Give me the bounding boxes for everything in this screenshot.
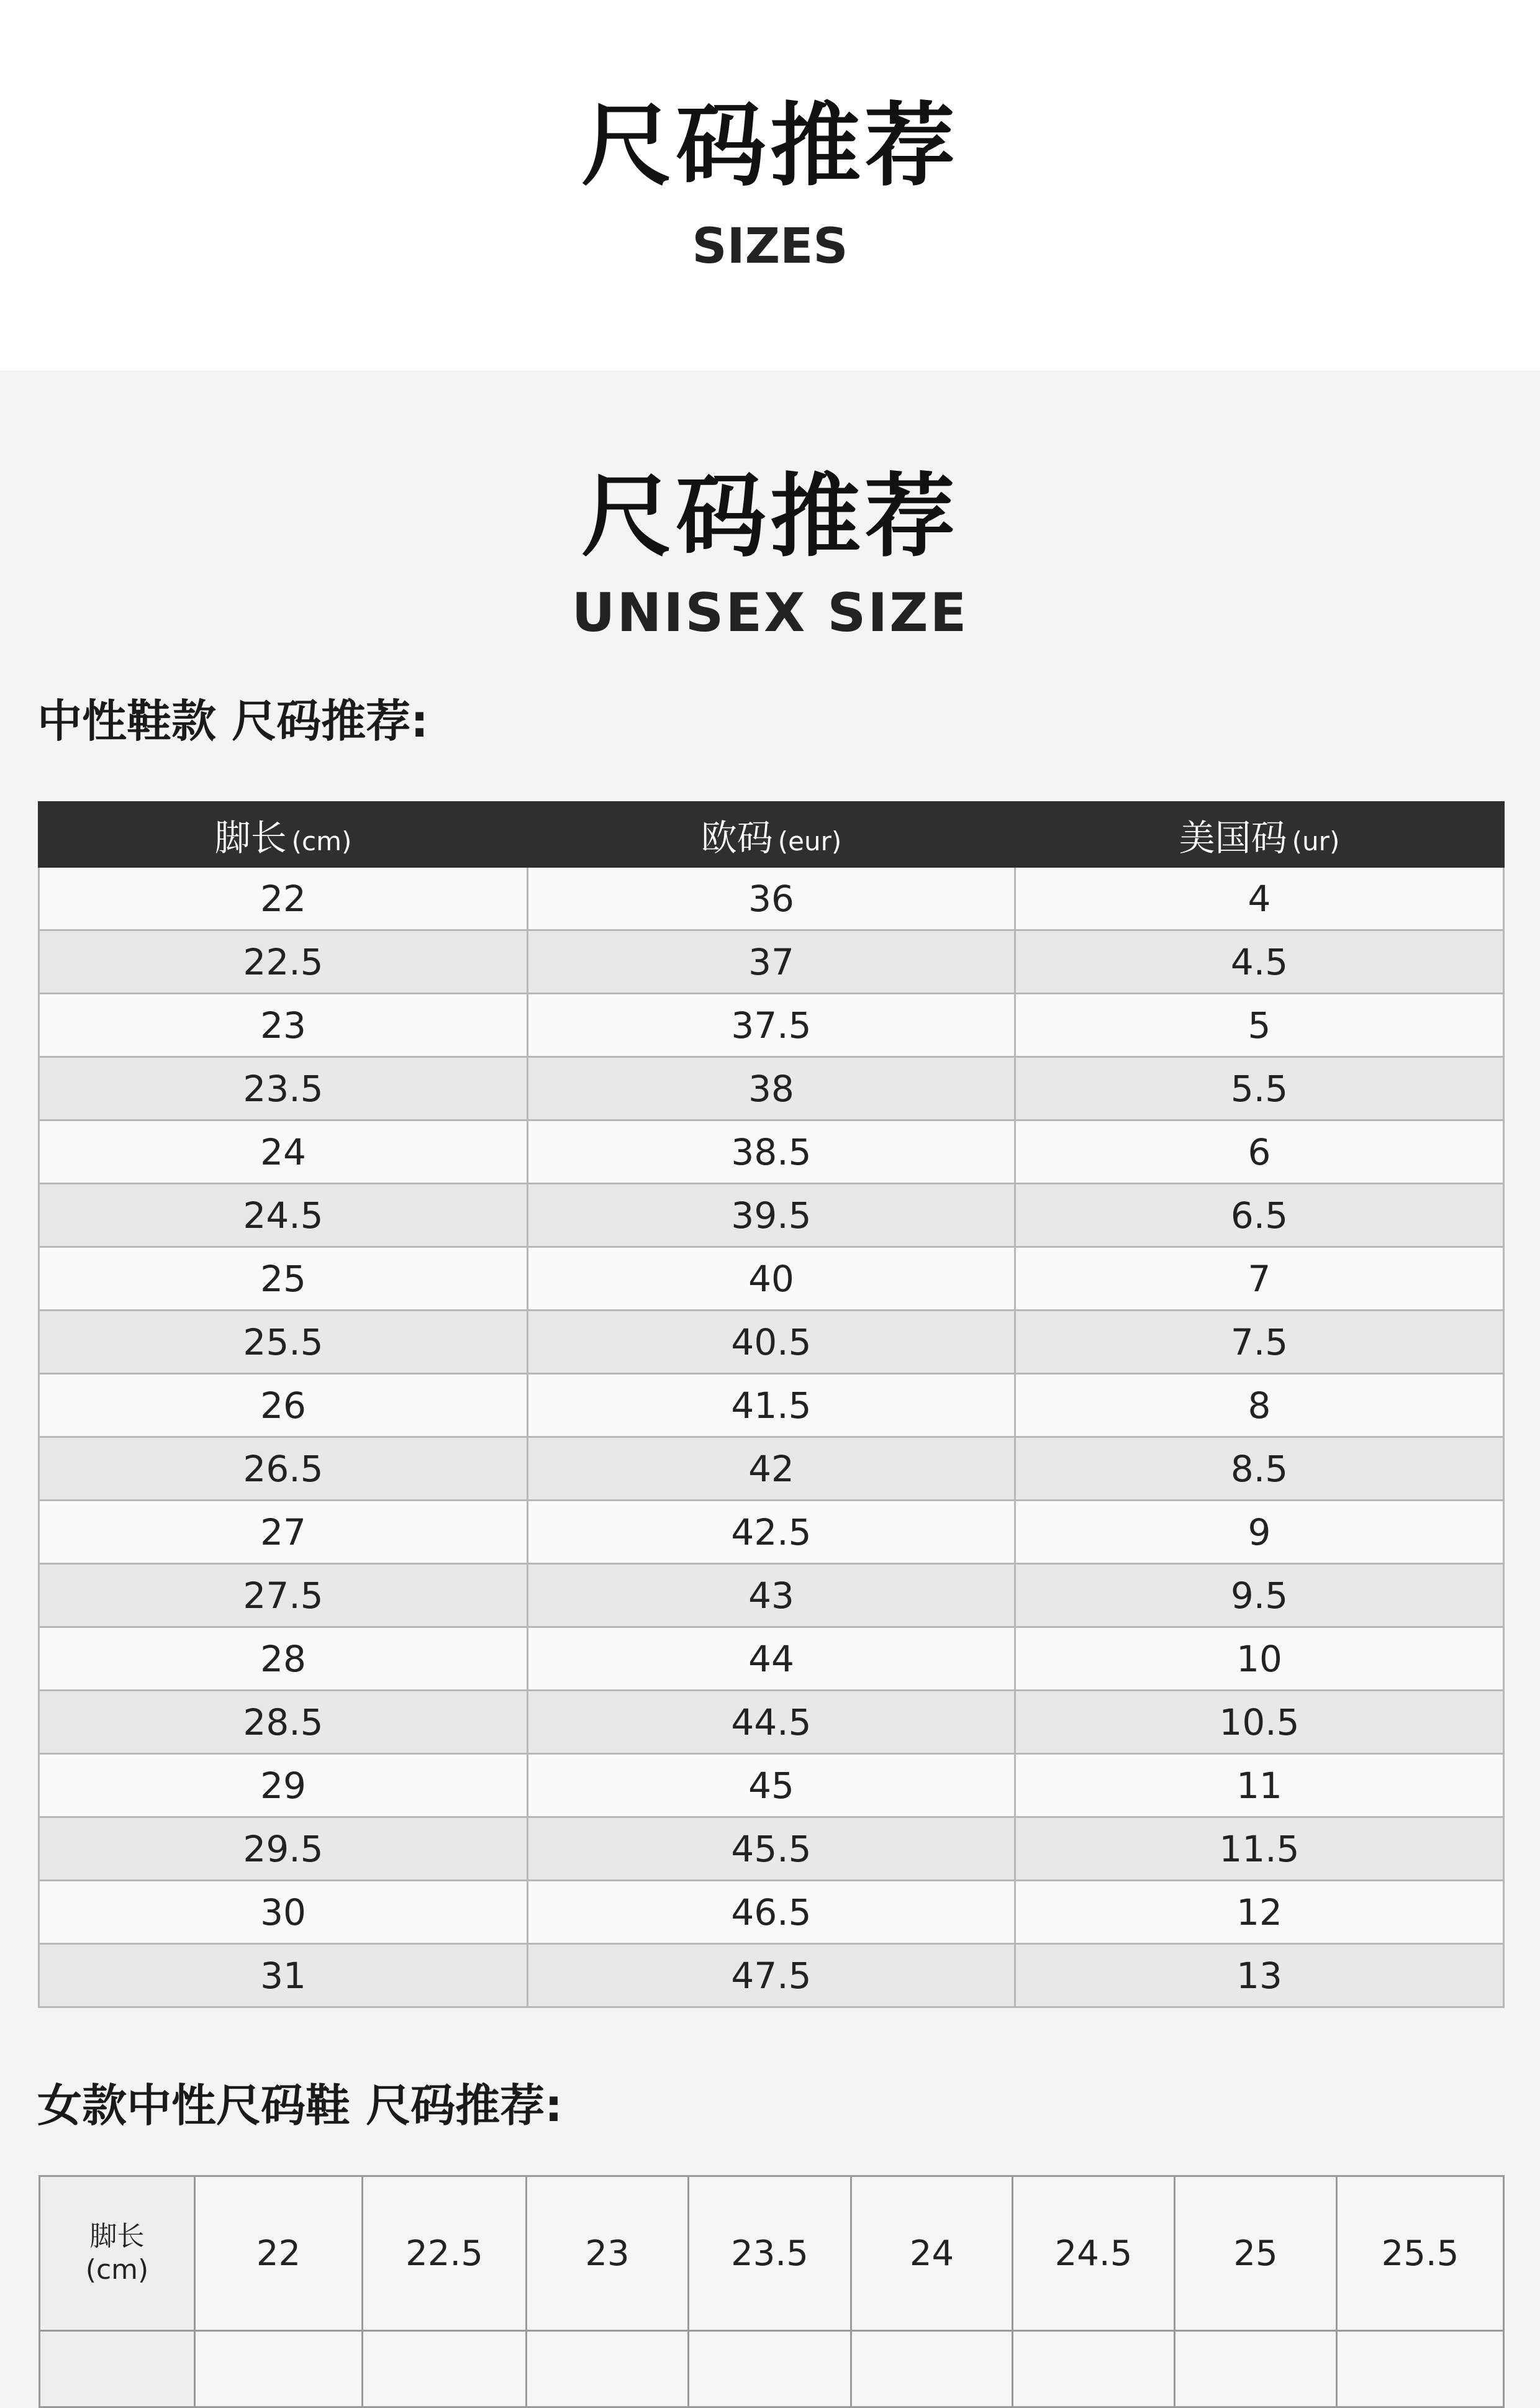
table-row	[39, 1817, 1504, 1881]
table-row	[39, 1184, 1504, 1247]
table-cell: 40.5	[528, 1311, 1015, 1374]
table-cell: 25.5	[39, 1311, 528, 1374]
table-cell: 31	[39, 1944, 528, 2007]
table-cell: 44	[528, 1627, 1015, 1691]
table-cell: 42	[528, 1437, 1015, 1501]
table-cell: 23.5	[39, 1057, 528, 1120]
table-cell: 24	[39, 1120, 528, 1184]
table-cell: 7.5	[1015, 1311, 1504, 1374]
table-cell: 30	[39, 1881, 528, 1944]
table-row	[39, 1691, 1504, 1754]
table-cell: 4	[1015, 867, 1504, 930]
table-cell: 37.5	[528, 994, 1015, 1057]
table-cell: 10	[1015, 1627, 1504, 1691]
table-cell	[1013, 2331, 1175, 2407]
table-cell: 8.5	[1015, 1437, 1504, 1501]
table-row	[40, 2331, 1504, 2407]
table-cell: 22.5	[39, 930, 528, 994]
table-row	[39, 994, 1504, 1057]
table-cell: 22	[39, 867, 528, 930]
table-row	[39, 1564, 1504, 1627]
table-cell: 22	[195, 2176, 363, 2331]
unisex-table-title: 中性鞋款 尺码推荐:	[37, 695, 428, 747]
table-row	[39, 1627, 1504, 1691]
table-cell: 25	[39, 1247, 528, 1311]
table-cell: 11.5	[1015, 1817, 1504, 1881]
table-cell: 5.5	[1015, 1057, 1504, 1120]
table-row	[39, 930, 1504, 994]
table-cell: 38.5	[528, 1120, 1015, 1184]
table-cell: 41.5	[528, 1374, 1015, 1437]
table-row	[39, 1374, 1504, 1437]
column-header-eur: 欧码 (eur)	[528, 802, 1015, 867]
table-cell: 7	[1015, 1247, 1504, 1311]
table-row	[39, 1754, 1504, 1817]
table-cell: 36	[528, 867, 1015, 930]
table-cell: 8	[1015, 1374, 1504, 1437]
table-cell	[527, 2331, 689, 2407]
table-cell: 25.5	[1337, 2176, 1504, 2331]
table-cell: 45.5	[528, 1817, 1015, 1881]
table-cell: 27.5	[39, 1564, 528, 1627]
table-cell: 44.5	[528, 1691, 1015, 1754]
table-cell: 26	[39, 1374, 528, 1437]
table-cell: 29	[39, 1754, 528, 1817]
table-cell	[195, 2331, 363, 2407]
table-cell	[1337, 2331, 1504, 2407]
table-row	[39, 1501, 1504, 1564]
table-cell	[689, 2331, 851, 2407]
table-cell: 6	[1015, 1120, 1504, 1184]
column-header-foot-length: 脚长 (cm)	[39, 802, 528, 867]
women-size-table	[38, 2175, 1505, 2408]
table-cell	[851, 2331, 1013, 2407]
row-label-cell	[40, 2331, 195, 2407]
table-cell: 24.5	[1013, 2176, 1175, 2331]
table-cell: 24	[851, 2176, 1013, 2331]
table-row	[39, 1881, 1504, 1944]
table-cell: 43	[528, 1564, 1015, 1627]
table-row	[39, 1944, 1504, 2007]
women-table-title: 女款中性尺码鞋 尺码推荐:	[37, 2079, 563, 2132]
table-cell: 9.5	[1015, 1564, 1504, 1627]
table-cell: 28.5	[39, 1691, 528, 1754]
table-cell	[1175, 2331, 1337, 2407]
table-cell: 9	[1015, 1501, 1504, 1564]
section-hero-title: 尺码推荐	[581, 464, 959, 570]
table-cell: 39.5	[528, 1184, 1015, 1247]
row-label-foot-length: 脚长 (cm)	[40, 2176, 195, 2331]
table-header-row	[39, 802, 1504, 867]
table-row	[39, 867, 1504, 930]
table-cell: 28	[39, 1627, 528, 1691]
table-cell: 38	[528, 1057, 1015, 1120]
header-title: 尺码推荐	[581, 93, 959, 199]
table-cell: 12	[1015, 1881, 1504, 1944]
table-cell: 24.5	[39, 1184, 528, 1247]
column-header-us: 美国码 (ur)	[1015, 802, 1504, 867]
table-cell: 10.5	[1015, 1691, 1504, 1754]
table-cell: 13	[1015, 1944, 1504, 2007]
table-row	[39, 1120, 1504, 1184]
table-cell: 6.5	[1015, 1184, 1504, 1247]
table-cell: 46.5	[528, 1881, 1015, 1944]
table-cell: 37	[528, 930, 1015, 994]
table-cell: 29.5	[39, 1817, 528, 1881]
table-row	[39, 1311, 1504, 1374]
table-cell: 27	[39, 1501, 528, 1564]
table-row	[40, 2176, 1504, 2331]
table-cell: 22.5	[363, 2176, 527, 2331]
table-cell: 45	[528, 1754, 1015, 1817]
table-cell: 40	[528, 1247, 1015, 1311]
unisex-size-table	[38, 801, 1505, 2008]
table-cell: 23.5	[689, 2176, 851, 2331]
table-row	[39, 1057, 1504, 1120]
table-cell: 26.5	[39, 1437, 528, 1501]
table-cell: 47.5	[528, 1944, 1015, 2007]
table-cell	[363, 2331, 527, 2407]
table-cell: 23	[527, 2176, 689, 2331]
table-cell: 5	[1015, 994, 1504, 1057]
table-cell: 4.5	[1015, 930, 1504, 994]
header-subtitle: SIZES	[692, 219, 848, 275]
table-cell: 42.5	[528, 1501, 1015, 1564]
table-cell: 11	[1015, 1754, 1504, 1817]
table-row	[39, 1437, 1504, 1501]
section-hero-subtitle: UNISEX SIZE	[571, 582, 969, 644]
table-cell: 23	[39, 994, 528, 1057]
table-row	[39, 1247, 1504, 1311]
table-cell: 25	[1175, 2176, 1337, 2331]
